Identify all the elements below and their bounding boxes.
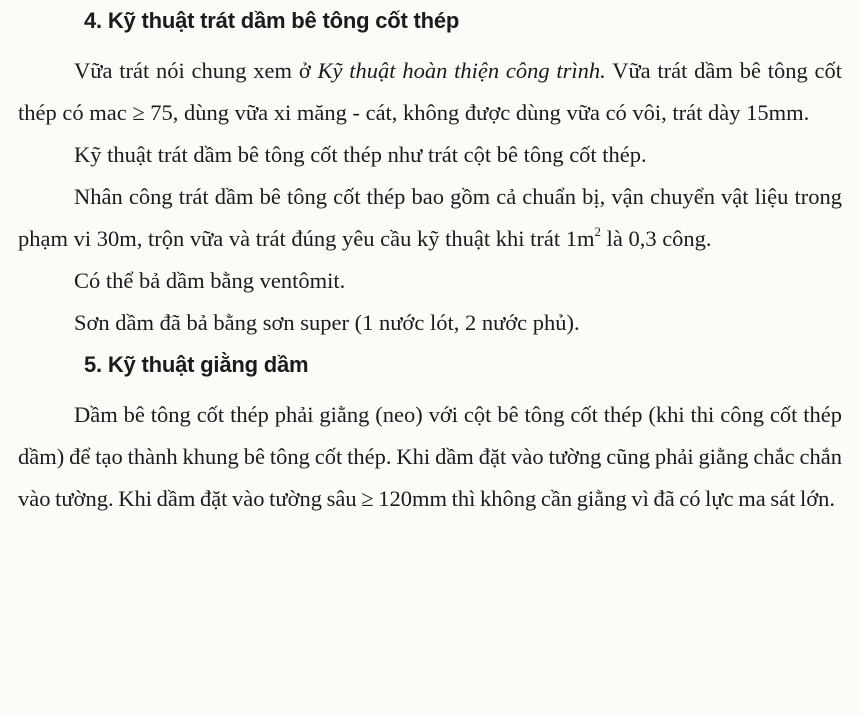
section-4-paragraph-2: Kỹ thuật trát dầm bê tông cốt thép như trát cột bê tông cốt thép. (74, 142, 647, 167)
section-5-heading: 5. Kỹ thuật giằng dầm (84, 352, 309, 377)
section-4-heading: 4. Kỹ thuật trát dầm bê tông cốt thép (84, 8, 460, 33)
paragraph-text: Vữa trát dầm bê tông cốt thép có mac ≥ 75, dùng vữa xi măng - cát, không được dùng vữa có vôi, trát dày 15mm. (18, 58, 843, 125)
paragraph-text: là 0,3 công. (600, 226, 712, 251)
superscript: 2 (594, 224, 601, 239)
section-4-paragraph-5: Sơn dầm đã bả bằng sơn super (1 nước lót, 2 nước phủ). (74, 310, 580, 335)
paragraph-text: Nhân công trát dầm bê tông cốt thép bao gồm cả chuẩn bị, vận chuyển vật liệu trong phạm vi 30m, trộn vữa và trát đúng yêu cầu kỹ thuật khi trát 1m (18, 184, 842, 251)
section-4-paragraph-4: Có thể bả dầm bằng ventômit. (74, 268, 346, 293)
paragraph-text: Vữa trát nói chung xem ở (74, 58, 318, 83)
section-5-paragraph-1: Dầm bê tông cốt thép phải giằng (neo) với cột bê tông cốt thép (khi thi công cốt thép dầm) để tạo thành khung bê tông cốt thép. Khi dầm đặt vào tường cũng phải giằng chắc chắn vào tường. Khi dầm đặt vào tường sâu ≥ 120mm thì không cần giằng vì đã có lực ma sát lớn. (18, 402, 842, 511)
section-4-paragraph-3 (18, 176, 842, 260)
section-4-paragraph-1 (18, 50, 842, 134)
book-reference: Kỹ thuật hoàn thiện công trình. (317, 58, 606, 83)
